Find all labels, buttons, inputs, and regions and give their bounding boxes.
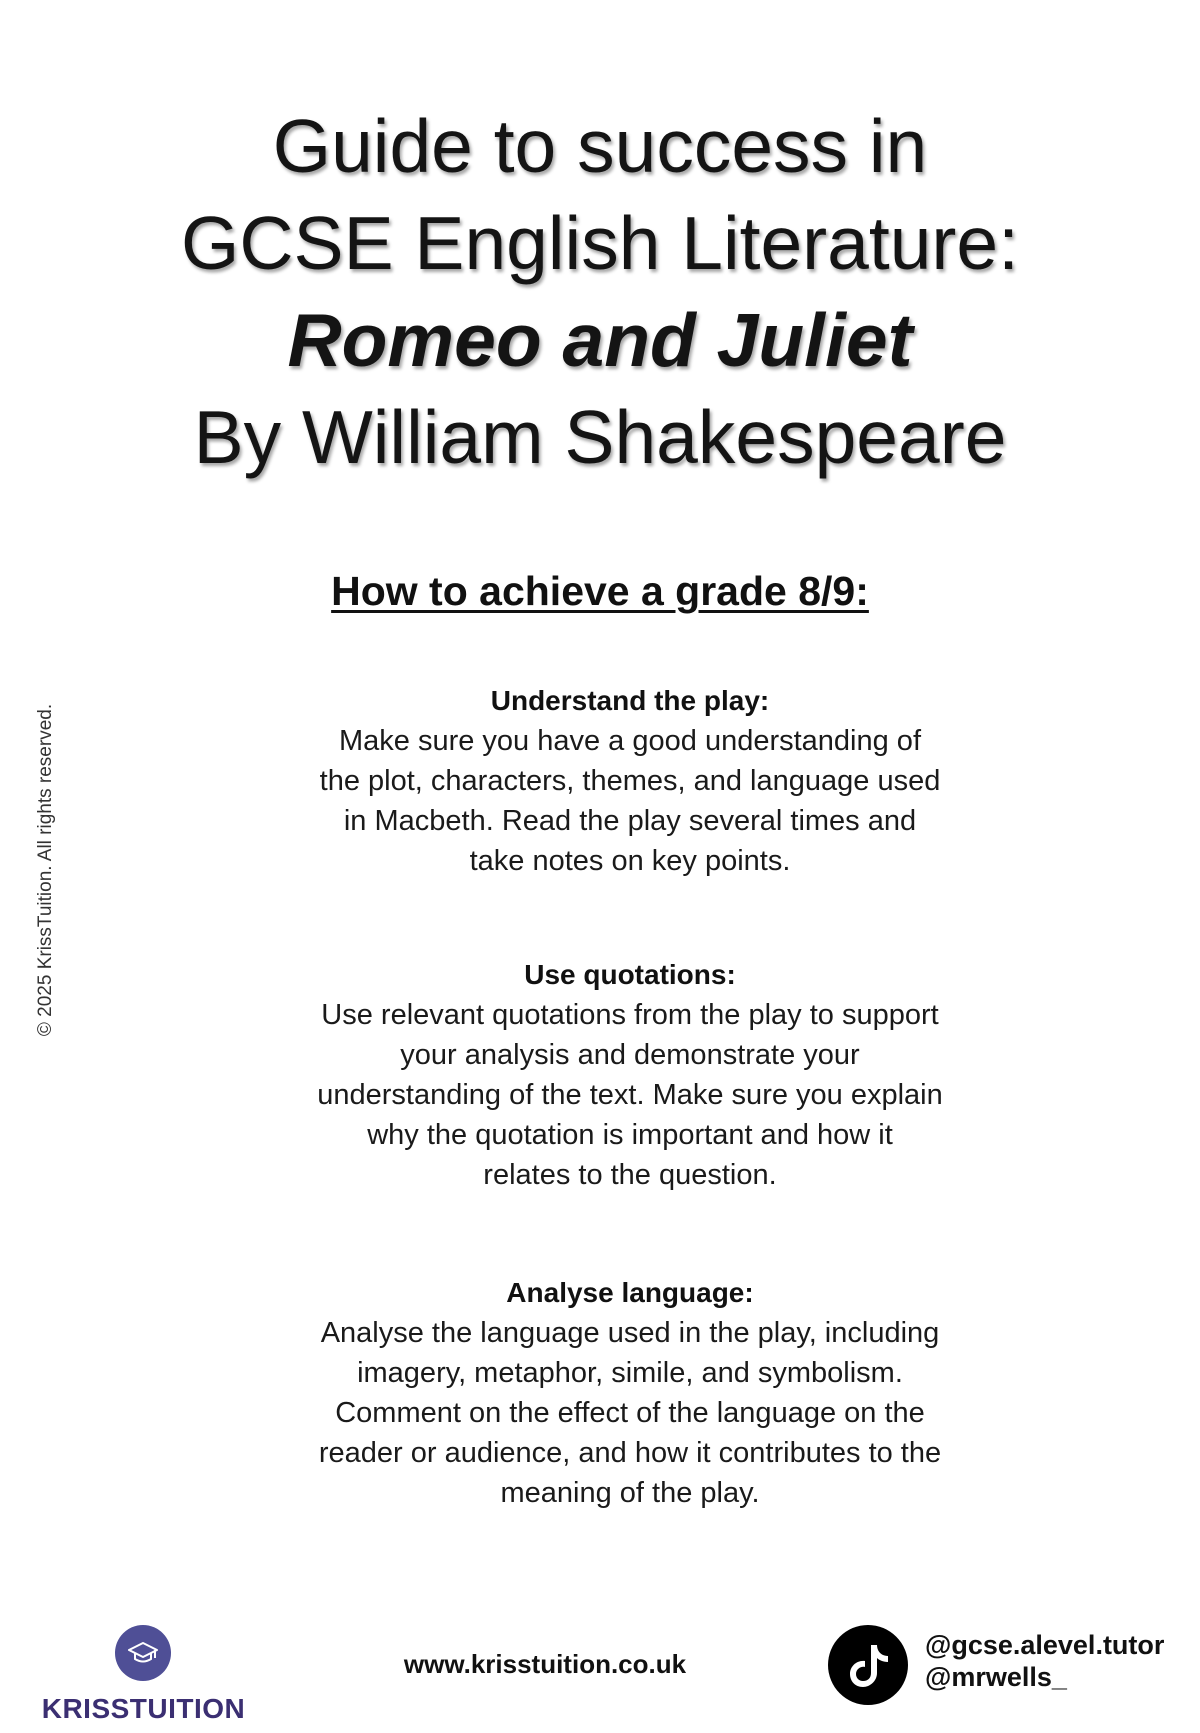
tip-body xyxy=(270,721,990,881)
tip-body-line: relates to the question. xyxy=(483,1159,777,1191)
secondary-handle[interactable]: @mrwells_ xyxy=(925,1662,1067,1692)
tip-heading: Understand the play: xyxy=(490,685,770,716)
title-line-2: GCSE English Literature: xyxy=(181,201,1019,285)
graduation-cap-icon xyxy=(115,1625,171,1681)
copyright-notice: © 2025 KrissTuition. All rights reserved. xyxy=(35,703,56,1037)
title-line-1: Guide to success in xyxy=(272,104,928,188)
tip-heading: Use quotations: xyxy=(524,959,736,990)
tip-body-line: Analyse the language used in the play, including xyxy=(320,1317,940,1349)
tiktok-icon xyxy=(828,1625,908,1705)
author-line: By William Shakespeare xyxy=(193,395,1007,479)
tiktok-handle[interactable]: @gcse.alevel.tutor xyxy=(925,1630,1165,1660)
tip-understand-play xyxy=(270,681,990,881)
krisstuition-logo xyxy=(36,1625,251,1725)
website-link[interactable]: www.krisstuition.co.uk xyxy=(403,1649,687,1679)
tip-body-line: Make sure you have a good understanding of xyxy=(338,725,921,757)
tip-body-line: meaning of the play. xyxy=(500,1477,760,1509)
tip-body xyxy=(270,995,990,1195)
tip-body-line: in Macbeth. Read the play several times and xyxy=(343,805,917,837)
tip-body-line: why the quotation is important and how it xyxy=(367,1119,893,1151)
tip-body-line: reader or audience, and how it contributes to the xyxy=(318,1437,942,1469)
tip-heading: Analyse language: xyxy=(506,1277,754,1308)
tip-body-line: understanding of the text. Make sure you explain xyxy=(317,1079,943,1111)
social-handles xyxy=(925,1629,1164,1693)
play-title: Romeo and Juliet xyxy=(287,298,913,382)
tip-body-line: the plot, characters, themes, and language used xyxy=(319,765,941,797)
tip-body xyxy=(270,1313,990,1513)
tip-body-line: Use relevant quotations from the play to support xyxy=(321,999,939,1031)
grade-subheading-text: How to achieve a grade 8/9: xyxy=(331,568,869,614)
document-title xyxy=(0,98,1200,486)
tip-body-line: imagery, metaphor, simile, and symbolism. xyxy=(357,1357,903,1389)
grade-subheading xyxy=(0,566,1200,616)
tip-analyse-language xyxy=(270,1273,990,1513)
tip-body-line: your analysis and demonstrate your xyxy=(400,1039,860,1071)
tip-use-quotations xyxy=(270,955,990,1195)
tip-body-line: take notes on key points. xyxy=(469,845,791,877)
logo-text: KRISSTUITION xyxy=(41,1693,246,1724)
tip-body-line: Comment on the effect of the language on the xyxy=(335,1397,925,1429)
